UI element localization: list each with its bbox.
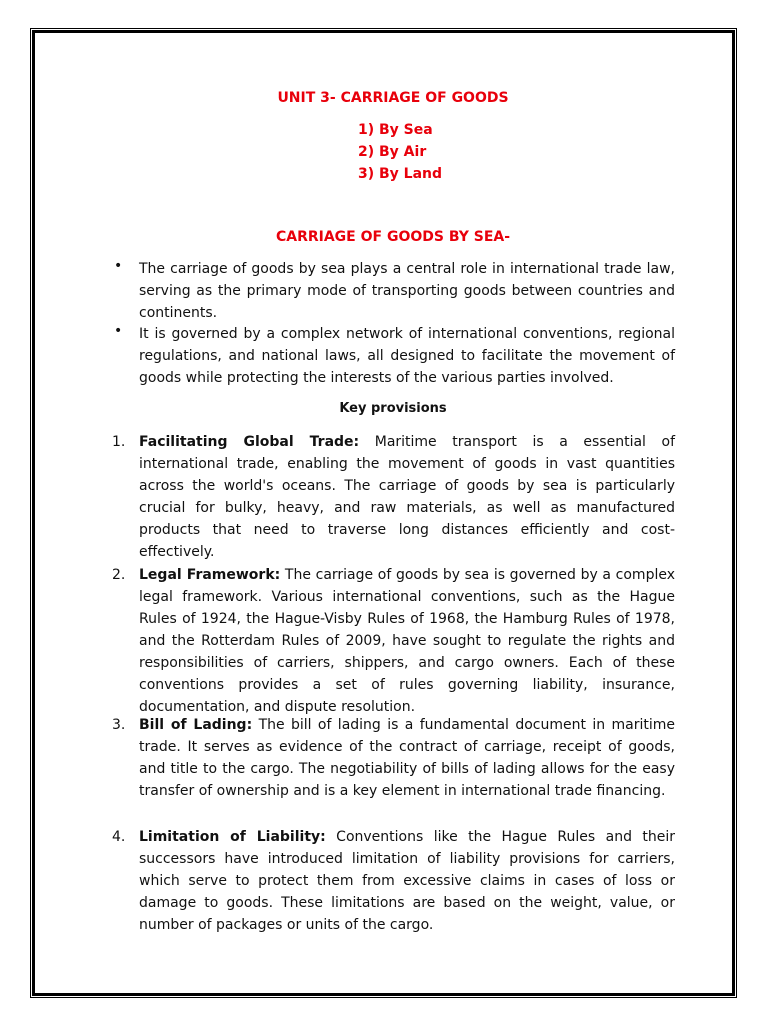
bullet-item xyxy=(108,258,678,328)
toc-item-air: 2) By Air xyxy=(358,144,427,160)
provision-body xyxy=(139,564,675,718)
provision-term: Legal Framework: xyxy=(139,567,281,583)
provision-number: 3. xyxy=(112,717,126,733)
provision-term: Bill of Lading: xyxy=(139,717,253,733)
provision-number: 1. xyxy=(112,434,126,450)
provision-number: 2. xyxy=(112,567,126,583)
bullet-item xyxy=(108,323,678,393)
provision-number: 4. xyxy=(112,829,126,845)
section-heading: CARRIAGE OF GOODS BY SEA- xyxy=(275,229,511,245)
toc-item-land: 3) By Land xyxy=(358,166,443,182)
provision-body xyxy=(139,431,675,563)
bullet-text: It is governed by a complex network of international conventions, regional regulations, and national laws, all designed to facilitate the movement of goods while protecting the interests of the various parties involved. xyxy=(139,326,675,386)
bullet-text: The carriage of goods by sea plays a central role in international trade law, serving as the primary mode of transporting goods between countries and continents. xyxy=(139,261,675,321)
provision-text: Conventions like the Hague Rules and their successors have introduced limitation of liability provisions for carriers, which serve to protect them from excessive claims in cases of loss or damage to goods. These limitations are based on the weight, value, or number of packages or units of the cargo. xyxy=(139,829,676,933)
unit-title: UNIT 3- CARRIAGE OF GOODS xyxy=(277,90,509,106)
provision-term: Facilitating Global Trade: xyxy=(139,434,360,450)
provision-body xyxy=(139,826,675,936)
bullet-icon: • xyxy=(114,258,123,274)
provision-text: Maritime transport is a essential of international trade, enabling the movement of goods in vast quantities across the world's oceans. The carriage of goods by sea is particularly crucial for bulky, heavy, and raw materials, as well as manufactured products that need to traverse long distances efficiently and cost-effectively. xyxy=(139,434,675,560)
key-provisions-heading: Key provisions xyxy=(339,401,447,416)
provision-body xyxy=(139,714,675,802)
toc-item-sea: 1) By Sea xyxy=(358,122,433,138)
provision-term: Limitation of Liability: xyxy=(139,829,326,845)
bullet-icon: • xyxy=(114,323,123,339)
provision-text: The bill of lading is a fundamental document in maritime trade. It serves as evidence of the contract of carriage, receipt of goods, and title to the cargo. The negotiability of bills of lading allows for the easy transfer of ownership and is a key element in international trade financing. xyxy=(139,717,675,799)
provision-text: The carriage of goods by sea is governed by a complex legal framework. Various international conventions, such as the Hague Rules of 1924, the Hague-Visby Rules of 1968, the Hamburg Rules of 1978, and the Rotterdam Rules of 2009, have sought to regulate the rights and responsibilities of carriers, shippers, and cargo owners. Each of these conventions provides a set of rules governing liability, insurance, documentation, and dispute resolution. xyxy=(139,567,675,715)
